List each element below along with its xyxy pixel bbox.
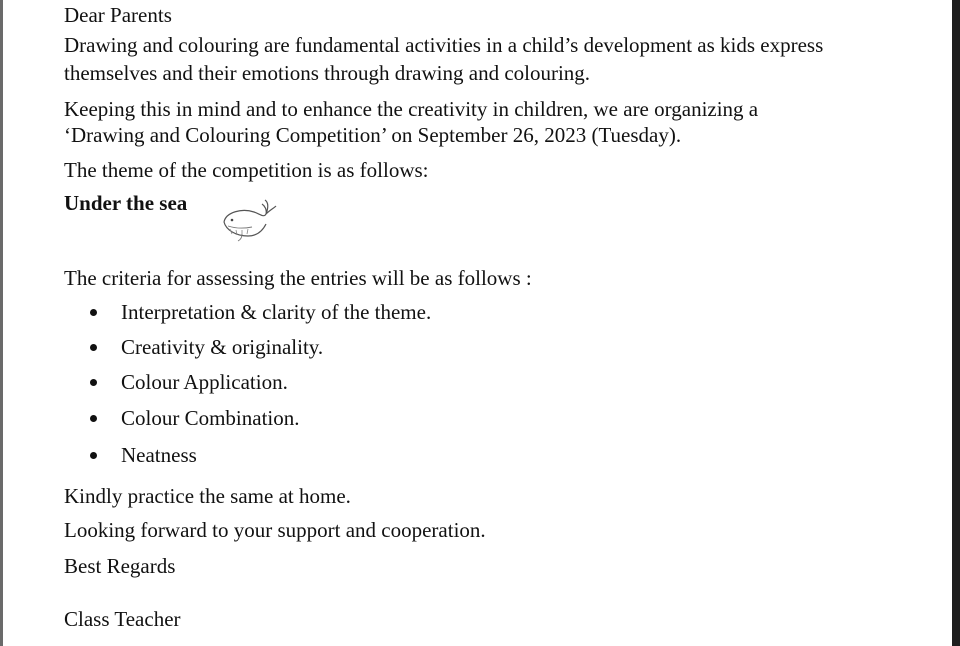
criteria-item-3: Colour Application. xyxy=(121,370,288,394)
paragraph-1-line-1: Drawing and colouring are fundamental activities in a child’s development as kids express xyxy=(64,33,824,57)
page-right-edge xyxy=(952,0,960,646)
whale-icon xyxy=(220,196,278,244)
criteria-item-1: Interpretation & clarity of the theme. xyxy=(121,300,432,324)
paragraph-2-line-2: ‘Drawing and Colouring Competition’ on September 26, 2023 (Tuesday). xyxy=(64,123,682,147)
criteria-intro: The criteria for assessing the entries will be as follows : xyxy=(64,266,532,290)
criteria-item-4: Colour Combination. xyxy=(121,406,300,430)
criteria-item-5: Neatness xyxy=(121,443,197,467)
paragraph-2-line-1: Keeping this in mind and to enhance the creativity in children, we are organizing a xyxy=(64,97,759,121)
bullet-icon xyxy=(90,415,97,422)
theme-title: Under the sea xyxy=(64,191,188,215)
bullet-icon xyxy=(90,379,97,386)
signature: Class Teacher xyxy=(64,607,181,631)
salutation: Dear Parents xyxy=(64,3,172,27)
closing-line-2: Looking forward to your support and cooperation. xyxy=(64,518,486,542)
theme-intro: The theme of the competition is as follows: xyxy=(64,158,429,182)
paragraph-1-line-2: themselves and their emotions through drawing and colouring. xyxy=(64,61,591,85)
criteria-item-2: Creativity & originality. xyxy=(121,335,324,359)
bullet-icon xyxy=(90,309,97,316)
page-left-edge xyxy=(0,0,3,646)
bullet-icon xyxy=(90,452,97,459)
regards: Best Regards xyxy=(64,554,176,578)
bullet-icon xyxy=(90,344,97,351)
closing-line-1: Kindly practice the same at home. xyxy=(64,484,351,508)
